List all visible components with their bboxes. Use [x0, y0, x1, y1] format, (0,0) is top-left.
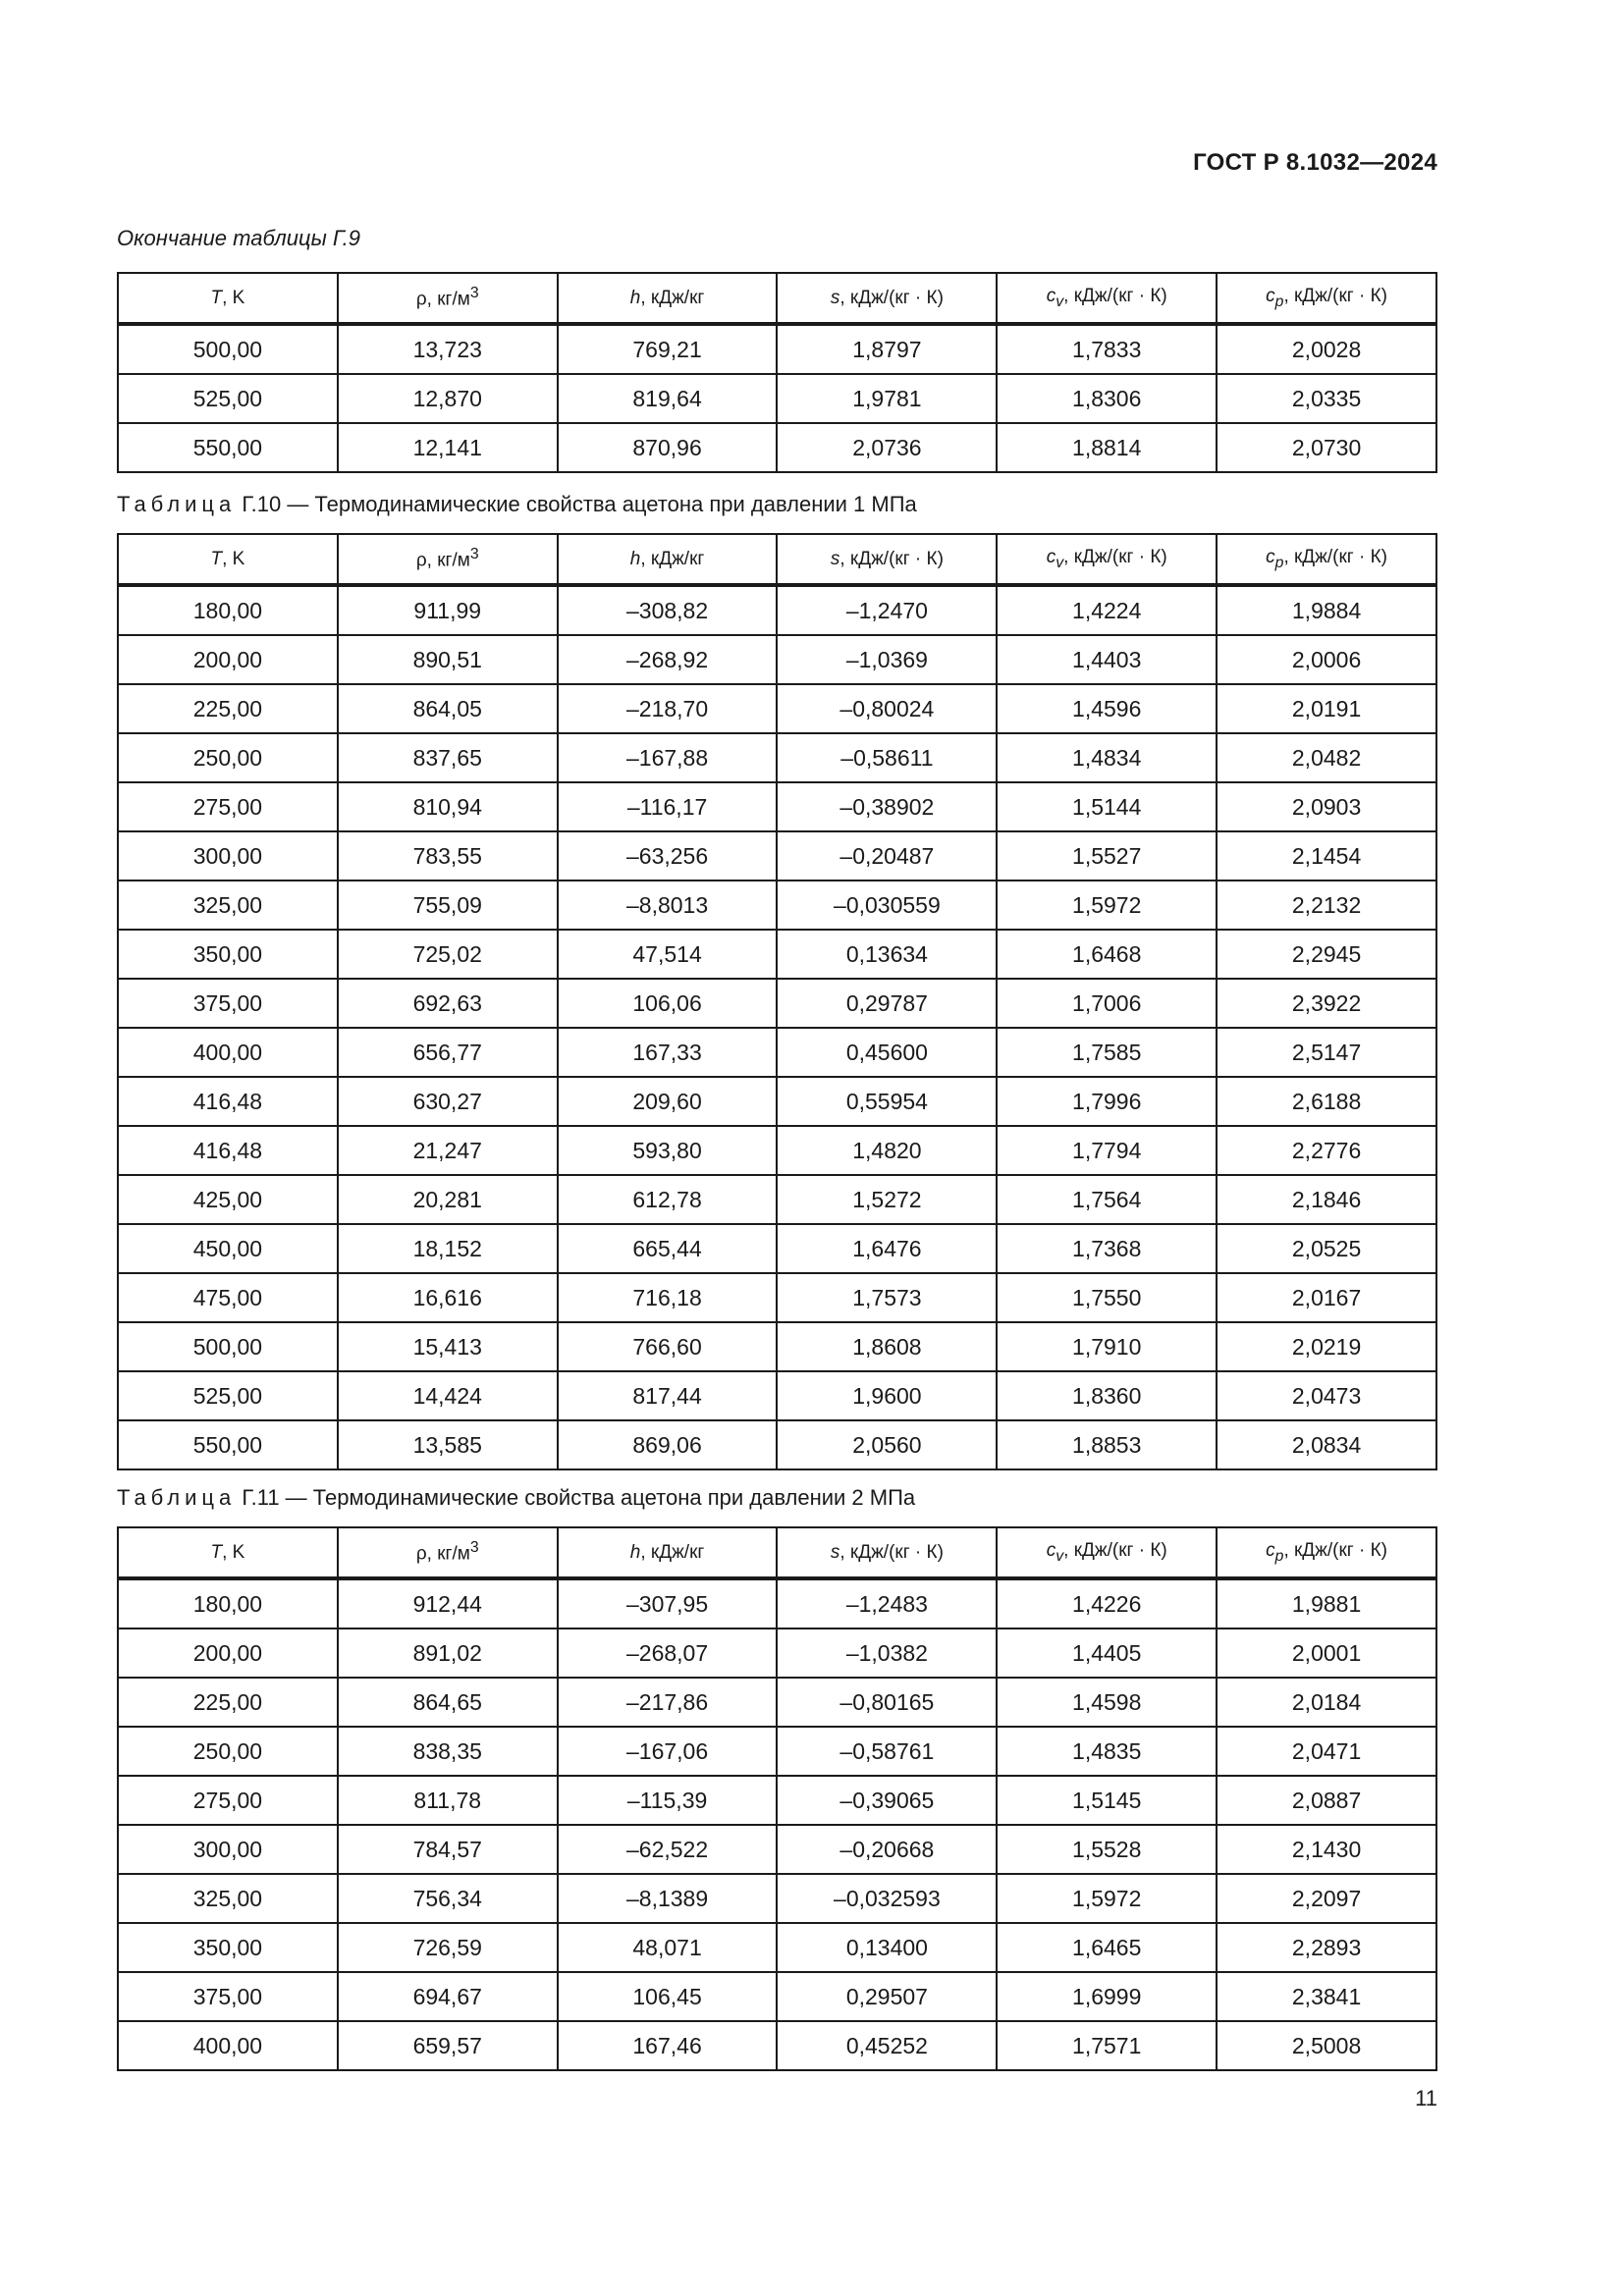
col-enthalpy-cell: –115,39	[558, 1776, 778, 1825]
table-row	[118, 1578, 1436, 1629]
col-enthalpy-cell: 665,44	[558, 1224, 778, 1273]
col-entropy-cell: 0,55954	[777, 1077, 997, 1126]
col-cv-cell: 1,6468	[997, 930, 1217, 979]
col-cv-cell: 1,4403	[997, 635, 1217, 684]
col-entropy-header: s, кДж/(кг · К)	[777, 534, 997, 585]
col-cp-cell: 2,2776	[1217, 1126, 1436, 1175]
col-cp-cell: 2,0219	[1217, 1322, 1436, 1371]
col-entropy-cell: 2,0736	[777, 423, 997, 472]
col-density-cell: 811,78	[338, 1776, 558, 1825]
col-temperature-cell: 450,00	[118, 1224, 338, 1273]
table-row	[118, 324, 1436, 374]
col-entropy-cell: –0,80024	[777, 684, 997, 733]
col-enthalpy-cell: –218,70	[558, 684, 778, 733]
col-temperature-cell: 250,00	[118, 733, 338, 782]
col-cv-cell: 1,5145	[997, 1776, 1217, 1825]
col-temperature-cell: 300,00	[118, 831, 338, 881]
col-entropy-cell: –0,20487	[777, 831, 997, 881]
col-cv-cell: 1,4835	[997, 1727, 1217, 1776]
col-cp-cell: 2,1846	[1217, 1175, 1436, 1224]
col-cp-cell: 2,0006	[1217, 635, 1436, 684]
table-g10-caption-text: Г.10 — Термодинамические свойства ацетона при давлении 1 МПа	[242, 492, 917, 516]
col-temperature-header: T, K	[118, 534, 338, 585]
col-entropy-cell: 0,13634	[777, 930, 997, 979]
table-header-row	[118, 273, 1436, 324]
col-entropy-cell: –1,0382	[777, 1629, 997, 1678]
col-density-cell: 837,65	[338, 733, 558, 782]
col-cp-cell: 2,2893	[1217, 1923, 1436, 1972]
col-cp-cell: 2,2097	[1217, 1874, 1436, 1923]
col-entropy-header: s, кДж/(кг · К)	[777, 1527, 997, 1578]
col-enthalpy-cell: –268,92	[558, 635, 778, 684]
col-entropy-cell: 0,29507	[777, 1972, 997, 2021]
col-enthalpy-cell: 48,071	[558, 1923, 778, 1972]
col-entropy-cell: –0,38902	[777, 782, 997, 831]
table-row	[118, 2021, 1436, 2070]
col-cv-header: $c_v$, кДж/(кг · К)	[997, 273, 1217, 324]
col-cv-cell: 1,4226	[997, 1578, 1217, 1629]
col-temperature-cell: 500,00	[118, 324, 338, 374]
table-header-row	[118, 534, 1436, 585]
col-entropy-cell: –0,58611	[777, 733, 997, 782]
col-entropy-cell: –0,58761	[777, 1727, 997, 1776]
col-density-cell: 18,152	[338, 1224, 558, 1273]
col-entropy-cell: 1,7573	[777, 1273, 997, 1322]
table-row	[118, 423, 1436, 472]
col-temperature-cell: 400,00	[118, 2021, 338, 2070]
col-temperature-cell: 550,00	[118, 1420, 338, 1469]
col-cv-cell: 1,5972	[997, 1874, 1217, 1923]
col-temperature-header: T, K	[118, 273, 338, 324]
col-cp-cell: 2,0834	[1217, 1420, 1436, 1469]
col-density-cell: 864,05	[338, 684, 558, 733]
col-enthalpy-cell: 47,514	[558, 930, 778, 979]
col-density-cell: 784,57	[338, 1825, 558, 1874]
col-entropy-header: s, кДж/(кг · К)	[777, 273, 997, 324]
table-row	[118, 1678, 1436, 1727]
col-entropy-cell: –0,030559	[777, 881, 997, 930]
table-row	[118, 1727, 1436, 1776]
col-density-cell: 838,35	[338, 1727, 558, 1776]
col-cv-header: $c_v$, кДж/(кг · К)	[997, 1527, 1217, 1578]
col-temperature-cell: 416,48	[118, 1126, 338, 1175]
col-temperature-cell: 350,00	[118, 930, 338, 979]
col-enthalpy-cell: –307,95	[558, 1578, 778, 1629]
table-row	[118, 1420, 1436, 1469]
col-entropy-cell: 1,5272	[777, 1175, 997, 1224]
col-entropy-cell: –1,2470	[777, 585, 997, 635]
col-cp-cell: 2,3922	[1217, 979, 1436, 1028]
col-cv-cell: 1,7833	[997, 324, 1217, 374]
col-cp-header: $c_p$, кДж/(кг · К)	[1217, 1527, 1436, 1578]
col-entropy-cell: –0,39065	[777, 1776, 997, 1825]
table-row	[118, 1825, 1436, 1874]
col-density-cell: 12,870	[338, 374, 558, 423]
col-cp-cell: 1,9881	[1217, 1578, 1436, 1629]
col-cv-cell: 1,7996	[997, 1077, 1217, 1126]
col-entropy-cell: 0,29787	[777, 979, 997, 1028]
table-g9-end	[117, 272, 1437, 473]
table-row	[118, 1923, 1436, 1972]
col-cv-cell: 1,7564	[997, 1175, 1217, 1224]
col-cv-cell: 1,4596	[997, 684, 1217, 733]
col-enthalpy-cell: 167,46	[558, 2021, 778, 2070]
table-row	[118, 881, 1436, 930]
col-enthalpy-cell: –8,8013	[558, 881, 778, 930]
col-enthalpy-cell: –63,256	[558, 831, 778, 881]
col-density-cell: 783,55	[338, 831, 558, 881]
col-cp-cell: 2,5147	[1217, 1028, 1436, 1077]
col-cp-cell: 2,0525	[1217, 1224, 1436, 1273]
col-cp-cell: 2,0184	[1217, 1678, 1436, 1727]
col-entropy-cell: –0,80165	[777, 1678, 997, 1727]
col-cp-cell: 2,0001	[1217, 1629, 1436, 1678]
col-density-cell: 726,59	[338, 1923, 558, 1972]
col-entropy-cell: 0,45252	[777, 2021, 997, 2070]
col-cv-cell: 1,7368	[997, 1224, 1217, 1273]
col-cp-cell: 2,6188	[1217, 1077, 1436, 1126]
col-entropy-cell: –1,0369	[777, 635, 997, 684]
col-enthalpy-cell: –308,82	[558, 585, 778, 635]
col-density-cell: 656,77	[338, 1028, 558, 1077]
table-row	[118, 930, 1436, 979]
col-enthalpy-cell: –8,1389	[558, 1874, 778, 1923]
col-cp-cell: 2,0028	[1217, 324, 1436, 374]
table-row	[118, 1028, 1436, 1077]
col-enthalpy-cell: 612,78	[558, 1175, 778, 1224]
col-temperature-cell: 500,00	[118, 1322, 338, 1371]
col-cp-header: $c_p$, кДж/(кг · К)	[1217, 273, 1436, 324]
col-entropy-cell: 0,13400	[777, 1923, 997, 1972]
col-enthalpy-header: h, кДж/кг	[558, 1527, 778, 1578]
col-entropy-cell: 1,4820	[777, 1126, 997, 1175]
col-cv-header: $c_v$, кДж/(кг · К)	[997, 534, 1217, 585]
col-density-cell: 864,65	[338, 1678, 558, 1727]
col-cv-cell: 1,7794	[997, 1126, 1217, 1175]
col-enthalpy-cell: 819,64	[558, 374, 778, 423]
col-temperature-cell: 425,00	[118, 1175, 338, 1224]
col-cv-cell: 1,7910	[997, 1322, 1217, 1371]
col-enthalpy-cell: 593,80	[558, 1126, 778, 1175]
col-temperature-cell: 200,00	[118, 1629, 338, 1678]
col-temperature-cell: 550,00	[118, 423, 338, 472]
col-enthalpy-cell: 870,96	[558, 423, 778, 472]
col-density-cell: 21,247	[338, 1126, 558, 1175]
col-enthalpy-cell: –217,86	[558, 1678, 778, 1727]
col-cp-header: $c_p$, кДж/(кг · К)	[1217, 534, 1436, 585]
col-cv-cell: 1,8814	[997, 423, 1217, 472]
col-density-cell: 725,02	[338, 930, 558, 979]
table-row	[118, 1874, 1436, 1923]
table-row	[118, 1629, 1436, 1678]
table-row	[118, 1224, 1436, 1273]
col-enthalpy-header: h, кДж/кг	[558, 273, 778, 324]
col-temperature-cell: 180,00	[118, 585, 338, 635]
col-enthalpy-cell: –167,88	[558, 733, 778, 782]
table-row	[118, 1371, 1436, 1420]
col-entropy-cell: 1,8797	[777, 324, 997, 374]
col-entropy-cell: 1,6476	[777, 1224, 997, 1273]
col-cv-cell: 1,5972	[997, 881, 1217, 930]
page-number: 11	[1415, 2086, 1437, 2110]
table-row	[118, 374, 1436, 423]
document-code: ГОСТ Р 8.1032—2024	[1193, 149, 1437, 176]
col-cv-cell: 1,5527	[997, 831, 1217, 881]
col-enthalpy-cell: 106,45	[558, 1972, 778, 2021]
col-density-cell: 14,424	[338, 1371, 558, 1420]
col-temperature-cell: 525,00	[118, 1371, 338, 1420]
col-temperature-cell: 275,00	[118, 1776, 338, 1825]
table-row	[118, 1126, 1436, 1175]
col-entropy-cell: –0,20668	[777, 1825, 997, 1874]
col-cv-cell: 1,4834	[997, 733, 1217, 782]
col-cp-cell: 2,0730	[1217, 423, 1436, 472]
table-header-row	[118, 1527, 1436, 1578]
col-density-cell: 912,44	[338, 1578, 558, 1629]
col-density-cell: 13,585	[338, 1420, 558, 1469]
col-cp-cell: 2,2132	[1217, 881, 1436, 930]
col-temperature-cell: 325,00	[118, 881, 338, 930]
col-entropy-cell: 1,8608	[777, 1322, 997, 1371]
col-temperature-cell: 200,00	[118, 635, 338, 684]
col-enthalpy-cell: –268,07	[558, 1629, 778, 1678]
table-row	[118, 831, 1436, 881]
col-temperature-cell: 250,00	[118, 1727, 338, 1776]
table-row	[118, 1776, 1436, 1825]
table-row	[118, 585, 1436, 635]
col-density-cell: 890,51	[338, 635, 558, 684]
col-entropy-cell: 2,0560	[777, 1420, 997, 1469]
col-density-cell: 659,57	[338, 2021, 558, 2070]
col-cp-cell: 2,2945	[1217, 930, 1436, 979]
col-temperature-cell: 325,00	[118, 1874, 338, 1923]
col-cv-cell: 1,4224	[997, 585, 1217, 635]
col-cv-cell: 1,6465	[997, 1923, 1217, 1972]
col-cv-cell: 1,7571	[997, 2021, 1217, 2070]
col-cv-cell: 1,7006	[997, 979, 1217, 1028]
col-temperature-cell: 225,00	[118, 684, 338, 733]
col-cp-cell: 2,0167	[1217, 1273, 1436, 1322]
col-enthalpy-cell: 167,33	[558, 1028, 778, 1077]
col-density-cell: 911,99	[338, 585, 558, 635]
col-temperature-cell: 525,00	[118, 374, 338, 423]
col-density-header: ρ, $кг/м^3$	[338, 273, 558, 324]
col-density-cell: 13,723	[338, 324, 558, 374]
col-cv-cell: 1,5144	[997, 782, 1217, 831]
col-enthalpy-cell: 769,21	[558, 324, 778, 374]
col-cv-cell: 1,8853	[997, 1420, 1217, 1469]
table-row	[118, 733, 1436, 782]
col-enthalpy-cell: –167,06	[558, 1727, 778, 1776]
col-cv-cell: 1,8360	[997, 1371, 1217, 1420]
table-row	[118, 1077, 1436, 1126]
col-enthalpy-cell: 716,18	[558, 1273, 778, 1322]
col-cp-cell: 2,0191	[1217, 684, 1436, 733]
col-cp-cell: 2,0335	[1217, 374, 1436, 423]
col-temperature-cell: 475,00	[118, 1273, 338, 1322]
col-temperature-cell: 300,00	[118, 1825, 338, 1874]
col-enthalpy-cell: 209,60	[558, 1077, 778, 1126]
col-cv-cell: 1,5528	[997, 1825, 1217, 1874]
col-cv-cell: 1,4405	[997, 1629, 1217, 1678]
col-temperature-cell: 275,00	[118, 782, 338, 831]
table-row	[118, 1273, 1436, 1322]
table-g11-caption-text: Г.11 — Термодинамические свойства ацетона при давлении 2 МПа	[242, 1485, 916, 1510]
col-density-cell: 694,67	[338, 1972, 558, 2021]
col-density-cell: 810,94	[338, 782, 558, 831]
col-density-cell: 16,616	[338, 1273, 558, 1322]
col-density-cell: 630,27	[338, 1077, 558, 1126]
col-enthalpy-cell: 817,44	[558, 1371, 778, 1420]
col-enthalpy-cell: 106,06	[558, 979, 778, 1028]
col-cp-cell: 2,0903	[1217, 782, 1436, 831]
table-row	[118, 979, 1436, 1028]
col-cp-cell: 2,1430	[1217, 1825, 1436, 1874]
col-density-header: ρ, $кг/м^3$	[338, 1527, 558, 1578]
col-temperature-cell: 375,00	[118, 1972, 338, 2021]
col-enthalpy-cell: –62,522	[558, 1825, 778, 1874]
col-entropy-cell: 1,9781	[777, 374, 997, 423]
col-cv-cell: 1,4598	[997, 1678, 1217, 1727]
col-enthalpy-cell: –116,17	[558, 782, 778, 831]
table-row	[118, 1175, 1436, 1224]
col-density-cell: 891,02	[338, 1629, 558, 1678]
col-entropy-cell: –1,2483	[777, 1578, 997, 1629]
col-density-cell: 755,09	[338, 881, 558, 930]
col-entropy-cell: 1,9600	[777, 1371, 997, 1420]
col-density-cell: 692,63	[338, 979, 558, 1028]
col-cp-cell: 1,9884	[1217, 585, 1436, 635]
table-g10	[117, 533, 1437, 1470]
col-cv-cell: 1,8306	[997, 374, 1217, 423]
col-cp-cell: 2,5008	[1217, 2021, 1436, 2070]
col-density-cell: 756,34	[338, 1874, 558, 1923]
table-row	[118, 1972, 1436, 2021]
table-g10-caption	[117, 492, 917, 517]
col-cp-cell: 2,0482	[1217, 733, 1436, 782]
table-row	[118, 684, 1436, 733]
col-enthalpy-cell: 869,06	[558, 1420, 778, 1469]
table-g10-caption-word: Таблица	[117, 492, 237, 516]
col-entropy-cell: 0,45600	[777, 1028, 997, 1077]
col-density-cell: 15,413	[338, 1322, 558, 1371]
col-temperature-cell: 350,00	[118, 1923, 338, 1972]
col-entropy-cell: –0,032593	[777, 1874, 997, 1923]
col-density-cell: 12,141	[338, 423, 558, 472]
col-cp-cell: 2,0471	[1217, 1727, 1436, 1776]
col-enthalpy-header: h, кДж/кг	[558, 534, 778, 585]
col-temperature-header: T, K	[118, 1527, 338, 1578]
col-temperature-cell: 400,00	[118, 1028, 338, 1077]
table-row	[118, 635, 1436, 684]
table-g11	[117, 1526, 1437, 2071]
table-row	[118, 782, 1436, 831]
col-enthalpy-cell: 766,60	[558, 1322, 778, 1371]
col-cv-cell: 1,7585	[997, 1028, 1217, 1077]
col-temperature-cell: 416,48	[118, 1077, 338, 1126]
col-temperature-cell: 375,00	[118, 979, 338, 1028]
col-cv-cell: 1,7550	[997, 1273, 1217, 1322]
table-row	[118, 1322, 1436, 1371]
col-temperature-cell: 180,00	[118, 1578, 338, 1629]
col-cp-cell: 2,3841	[1217, 1972, 1436, 2021]
col-density-header: ρ, $кг/м^3$	[338, 534, 558, 585]
col-density-cell: 20,281	[338, 1175, 558, 1224]
table-g11-caption	[117, 1485, 915, 1511]
col-cp-cell: 2,0887	[1217, 1776, 1436, 1825]
col-temperature-cell: 225,00	[118, 1678, 338, 1727]
col-cv-cell: 1,6999	[997, 1972, 1217, 2021]
table-g11-caption-word: Таблица	[117, 1485, 237, 1510]
table-g9-end-caption: Окончание таблицы Г.9	[117, 226, 360, 250]
col-cp-cell: 2,0473	[1217, 1371, 1436, 1420]
col-cp-cell: 2,1454	[1217, 831, 1436, 881]
